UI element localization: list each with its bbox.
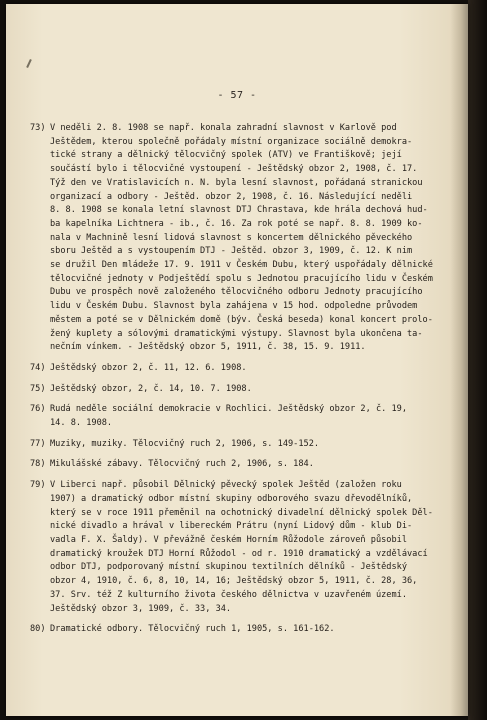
footnote-line: 14. 8. 1908. (50, 418, 113, 429)
footnote-73 (6, 122, 468, 355)
footnote-line: lidu v Českém Dubu. Slavnost byla zahájena v 15 hod. odpoledne průvodem (50, 301, 418, 312)
document-page (6, 4, 468, 716)
footnote-number: 77) (30, 438, 46, 449)
footnote-line: sboru Ještěd a s vystoupením DTJ - Ještěd. obzor 3, 1909, č. 12. K nim (50, 246, 413, 257)
footnote-line: nala v Machnině lesní lidová slavnost s koncertem dělnického pěveckého (50, 232, 413, 243)
footnote-line: žený kuplety a sólovými dramatickými výstupy. Slavnost byla ukončena ta- (50, 328, 423, 339)
footnote-line: vadla F. X. Šaldy). V převážně českém Horním Růžodole zároveň působil (50, 534, 407, 545)
footnote-line: dramatický kroužek DTJ Horní Růžodol - od r. 1910 dramatický a vzdělávací (50, 548, 428, 559)
footnote-number: 73) (30, 123, 46, 133)
footnote-line: ba kapelníka Lichtnera - ib., č. 16. Za rok poté se např. 8. 8. 1909 ko- (50, 218, 423, 229)
footnote-line: nické divadlo a hrával v libereckém Prátru (nyní Lidový dům - klub Di- (50, 521, 413, 532)
footnote-line: 37. Srv. též Z kulturního života českého dělnictva v uzavřeném území. (50, 589, 407, 600)
footnote-80 (6, 623, 468, 637)
footnote-75 (6, 383, 468, 397)
footnote-line: organizací a odbory - Ještěd. obzor 2, 1908, č. 16. Následující neděli (50, 191, 413, 202)
footnote-line: V Liberci např. působil Dělnický pěvecký spolek Ještěd (založen roku (50, 480, 402, 491)
footnote-77 (6, 438, 468, 452)
footnote-line: Ještědský obzor 3, 1909, č. 33, 34. (50, 603, 232, 614)
footnote-line: Ještědský obzor, 2, č. 14, 10. 7. 1908. (50, 383, 252, 394)
footnote-line: nečním vínkem. - Ještědský obzor 5, 1911, č. 38, 15. 9. 1911. (50, 342, 366, 353)
footnote-74 (6, 362, 468, 376)
footnote-line: V neděli 2. 8. 1908 se např. konala zahradní slavnost v Karlově pod (50, 123, 397, 133)
footnote-number: 76) (30, 404, 46, 415)
footnote-line: který se v roce 1911 přeměnil na ochotnický divadelní dělnický spolek Děl- (50, 507, 433, 518)
footnote-number: 74) (30, 362, 46, 373)
footnote-number: 75) (30, 383, 46, 394)
footnote-line: součástí bylo i tělocvičné vystoupení - Ještědský obzor 2, 1908, č. 17. (50, 164, 418, 175)
footnote-line: obzor 4, 1910, č. 6, 8, 10, 14, 16; Ještědský obzor 5, 1911, č. 28, 36, (50, 576, 418, 587)
footnote-number: 79) (30, 480, 46, 491)
footnote-line: Dubu ve prospěch nově založeného tělocvičného odboru Jednoty pracujícího (50, 287, 423, 298)
footnote-line: Dramatické odbory. Tělocvičný ruch 1, 1905, s. 161-162. (50, 624, 335, 635)
footnote-line: se družil Den mládeže 17. 9. 1911 v Českém Dubu, který uspořádaly dělnické (50, 260, 433, 271)
footnote-line: Ještědský obzor 2, č. 11, 12. 6. 1908. (50, 362, 247, 373)
page-number: - 57 - (217, 90, 257, 101)
footnote-number: 78) (30, 459, 46, 470)
footnote-line: městem a poté se v Dělnickém domě (býv. Česká beseda) konal koncert prolo- (50, 314, 433, 325)
footnote-line: Mikulášské zábavy. Tělocvičný ruch 2, 1906, s. 184. (50, 459, 314, 470)
footnote-line: Rudá neděle sociální demokracie v Rochlici. Ještědský obzor 2, č. 19, (50, 404, 407, 415)
footnote-line: Týž den ve Vratislavicích n. N. byla lesní slavnost, pořádaná stranickou (50, 177, 423, 188)
book-spine (468, 0, 487, 720)
footnote-79 (6, 479, 468, 616)
pen-mark (26, 59, 32, 68)
footnote-line: 8. 8. 1908 se konala letní slavnost DTJ Chrastava, kde hrála dechová hud- (50, 205, 428, 216)
footnote-line: Muziky, muziky. Tělocvičný ruch 2, 1906, s. 149-152. (50, 438, 320, 449)
footnote-line: Ještědem, kterou společně pořádaly místní organizace sociálně demokra- (50, 136, 413, 147)
footnote-76 (6, 403, 468, 430)
footnote-line: tělocvičné jednoty v Podještědí spolu s Jednotou pracujícího lidu v Českém (50, 273, 433, 284)
footnotes-list (6, 122, 468, 637)
footnote-line: tické strany a dělnický tělocvičný spolek (ATV) ve Františkově; její (50, 150, 402, 161)
footnote-78 (6, 458, 468, 472)
footnote-line: 1907) a dramatický odbor místní skupiny odborového svazu dřevodělníků, (50, 493, 413, 504)
footnote-number: 80) (30, 624, 46, 635)
footnote-line: odbor DTJ, podporovaný místní skupinou textilních dělníků - Ještědský (50, 562, 407, 573)
